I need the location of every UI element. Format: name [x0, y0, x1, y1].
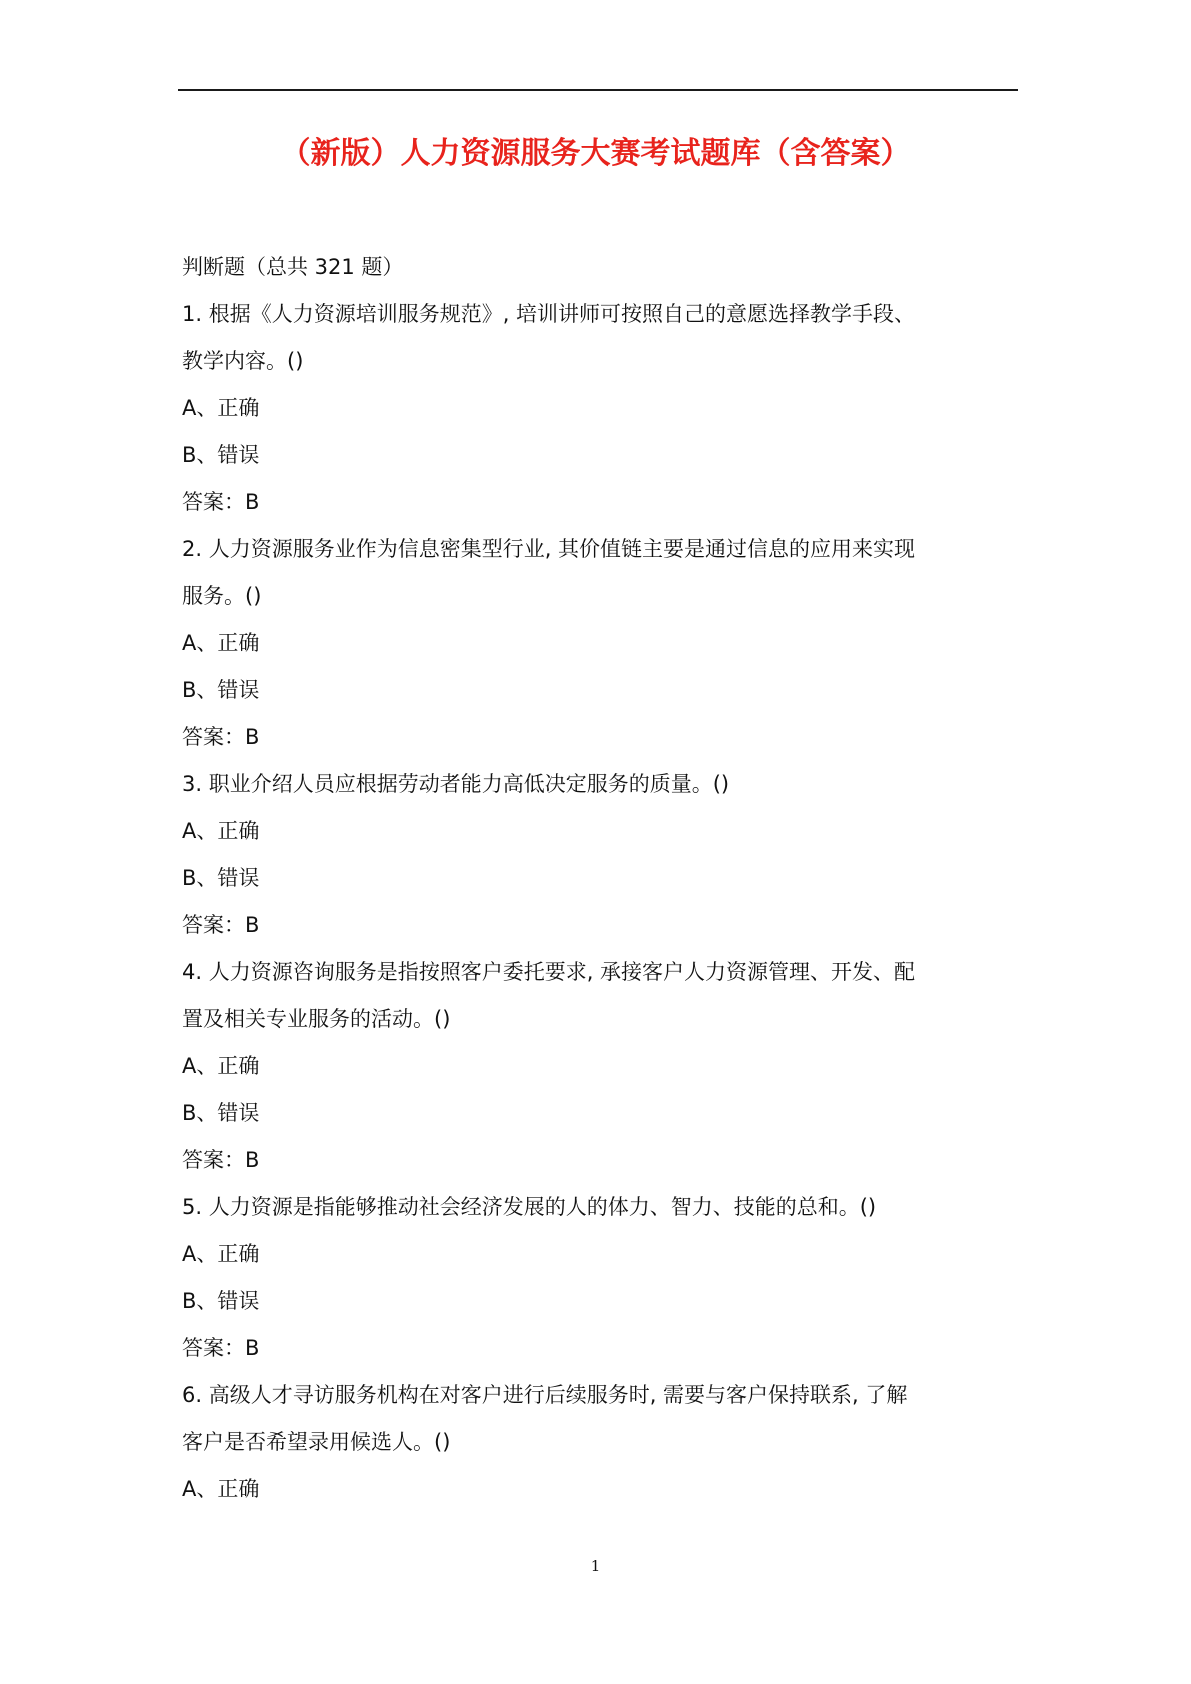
- question-5-option-b: B、错误: [182, 1289, 260, 1313]
- question-4-option-a: A、正确: [182, 1054, 260, 1078]
- document-title: （新版）人力资源服务大赛考试题库（含答案）: [280, 136, 911, 171]
- question-1-text-line-2: 教学内容。(): [182, 349, 304, 373]
- question-2-option-b: B、错误: [182, 678, 260, 702]
- question-2-option-a: A、正确: [182, 631, 260, 655]
- question-3-text-line-1: 3. 职业介绍人员应根据劳动者能力高低决定服务的质量。(): [182, 772, 730, 796]
- question-3-option-a: A、正确: [182, 819, 260, 843]
- question-5-answer: 答案：B: [182, 1336, 260, 1360]
- section-heading: 判断题（总共 321 题）: [182, 255, 404, 279]
- question-2-text-line-1: 2. 人力资源服务业作为信息密集型行业, 其价值链主要是通过信息的应用来实现: [182, 537, 916, 561]
- question-1-text-line-1: 1. 根据《人力资源培训服务规范》, 培训讲师可按照自己的意愿选择教学手段、: [182, 302, 916, 326]
- page-number: 1: [590, 1557, 601, 1575]
- question-1-option-a: A、正确: [182, 396, 260, 420]
- question-6-text-line-1: 6. 高级人才寻访服务机构在对客户进行后续服务时, 需要与客户保持联系, 了解: [182, 1383, 908, 1407]
- question-6-text-line-2: 客户是否希望录用候选人。(): [182, 1430, 451, 1454]
- question-1-answer: 答案：B: [182, 490, 260, 514]
- question-1-option-b: B、错误: [182, 443, 260, 467]
- question-4-text-line-1: 4. 人力资源咨询服务是指按照客户委托要求, 承接客户人力资源管理、开发、配: [182, 960, 916, 984]
- question-list: [182, 244, 1022, 1513]
- header-rule: [178, 89, 1018, 91]
- question-3-answer: 答案：B: [182, 913, 260, 937]
- question-2-text-line-2: 服务。(): [182, 584, 262, 608]
- question-5-option-a: A、正确: [182, 1242, 260, 1266]
- question-2-answer: 答案：B: [182, 725, 260, 749]
- question-4-option-b: B、错误: [182, 1101, 260, 1125]
- question-5-text-line-1: 5. 人力资源是指能够推动社会经济发展的人的体力、智力、技能的总和。(): [182, 1195, 877, 1219]
- question-3-option-b: B、错误: [182, 866, 260, 890]
- question-4-text-line-2: 置及相关专业服务的活动。(): [182, 1007, 451, 1031]
- question-4-answer: 答案：B: [182, 1148, 260, 1172]
- question-6-option-a: A、正确: [182, 1477, 260, 1501]
